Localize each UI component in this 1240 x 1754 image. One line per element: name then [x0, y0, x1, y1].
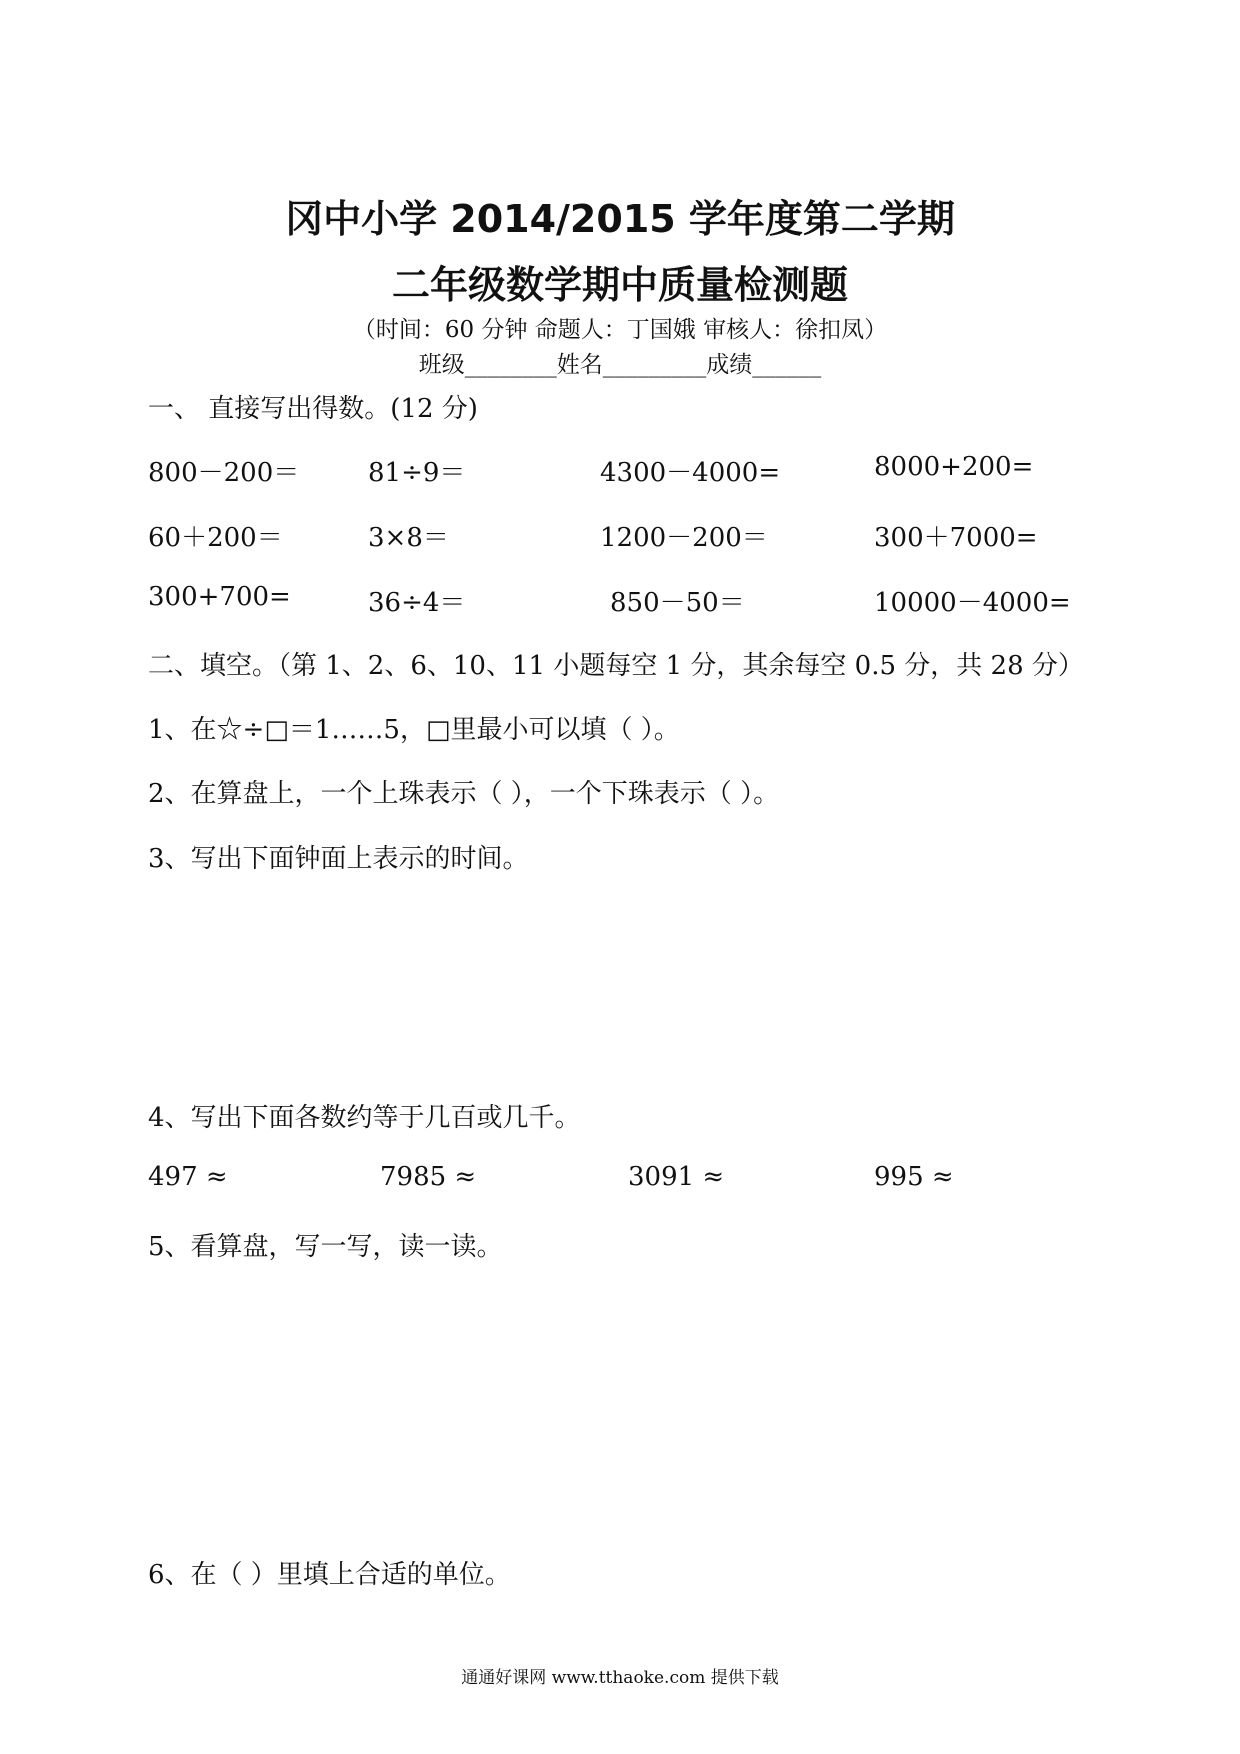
calc-item: 300＋7000=: [874, 523, 1038, 553]
calc-item: 3×8＝: [368, 523, 449, 553]
calc-item: 800－200＝: [148, 458, 300, 488]
question-3: 3、写出下面钟面上表示的时间。: [148, 844, 529, 874]
calc-item: 36÷4＝: [368, 588, 466, 618]
question-5: 5、看算盘，写一写，读一读。: [148, 1232, 503, 1262]
exam-title-line1: 冈中小学 2014/2015 学年度第二学期: [285, 197, 955, 241]
calc-item: 4300－4000=: [600, 458, 781, 488]
calc-item: 81÷9＝: [368, 458, 466, 488]
calc-item: 1200－200＝: [600, 523, 768, 553]
calc-item: 60＋200＝: [148, 523, 283, 553]
approx-item: 995 ≈: [874, 1162, 954, 1192]
student-info: 班级________姓名_________成绩______: [418, 352, 822, 378]
calc-item: 850－50＝: [610, 588, 745, 618]
section1-heading: 一、 直接写出得数。(12 分): [148, 394, 478, 424]
approx-item: 7985 ≈: [380, 1162, 477, 1192]
calc-item: 300+700=: [148, 582, 291, 612]
question-6: 6、在（ ）里填上合适的单位。: [148, 1560, 511, 1590]
question-1: 1、在☆÷□＝1……5，□里最小可以填（ ）。: [148, 715, 680, 745]
calc-item: 8000+200=: [874, 452, 1034, 482]
footer-text: 通通好课网 www.tthaoke.com 提供下载: [461, 1668, 779, 1688]
question-2: 2、在算盘上，一个上珠表示（ ），一个下珠表示（ ）。: [148, 779, 780, 809]
question-4: 4、写出下面各数约等于几百或几千。: [148, 1103, 581, 1133]
approx-item: 3091 ≈: [628, 1162, 725, 1192]
approx-item: 497 ≈: [148, 1162, 228, 1192]
exam-title-line2: 二年级数学期中质量检测题: [391, 263, 848, 307]
section2-heading: 二、填空。（第 1、2、6、10、11 小题每空 1 分，其余每空 0.5 分，共 28 分）: [148, 651, 1084, 681]
calc-item: 10000－4000=: [874, 588, 1071, 618]
exam-meta: （时间：60 分钟 命题人：丁国娥 审核人：徐扣凤）: [352, 317, 888, 343]
